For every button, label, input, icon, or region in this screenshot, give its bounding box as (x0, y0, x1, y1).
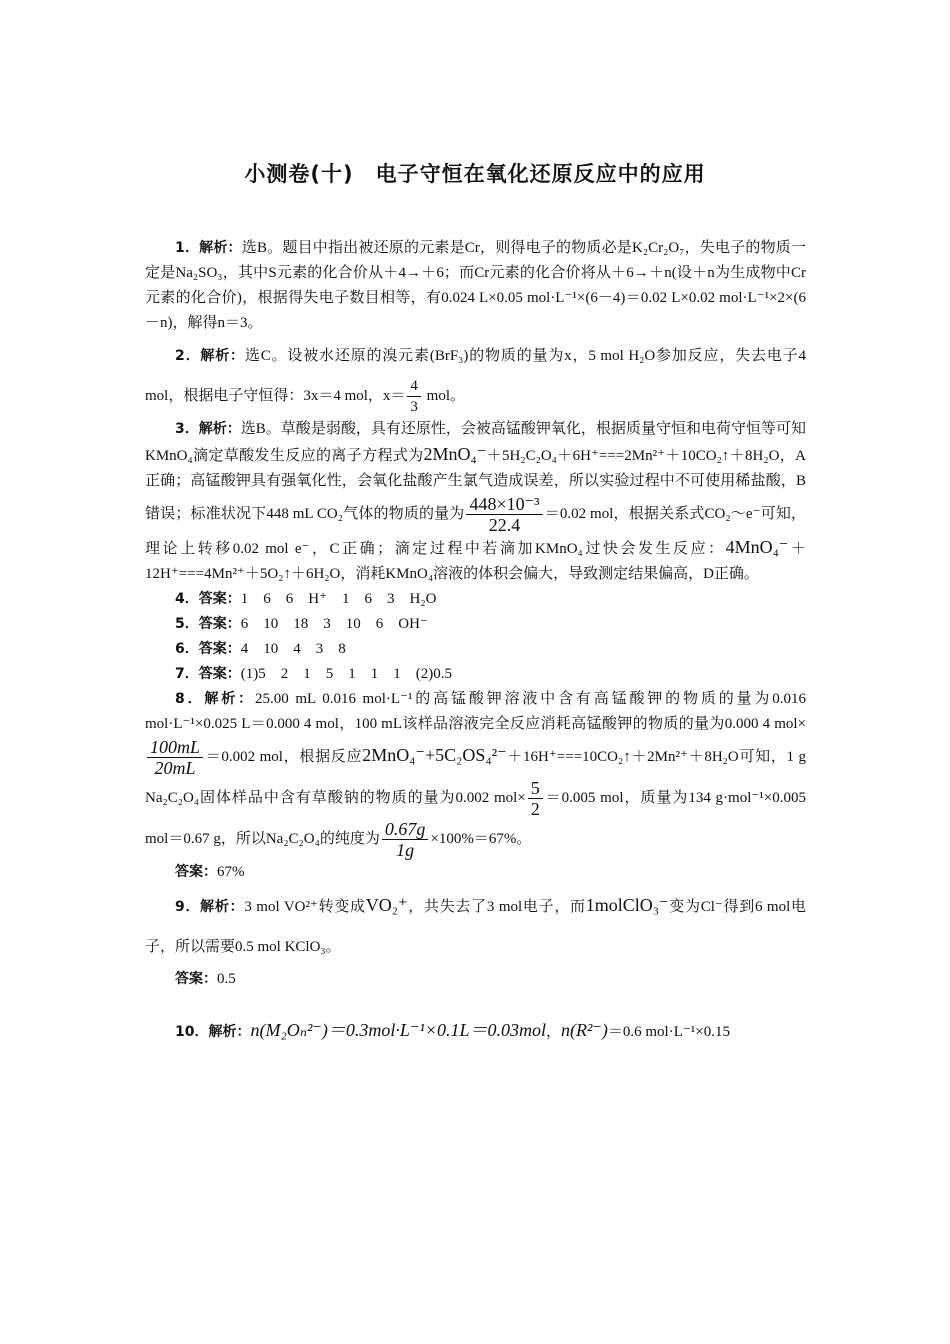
page-title: 小测卷(十) 电子守恒在氧化还原反应中的应用 (244, 162, 706, 186)
q9-ion-1: VO₂⁺ (365, 895, 408, 916)
q3-text-d: ＋12H⁺===4Mn²⁺＋5O₂↑＋6H₂O，消耗KMnO₄溶液的体积会偏大，导致测定结果偏高，D正确。 (145, 541, 806, 583)
q8-fraction-2 (528, 778, 543, 819)
q7-text: (1)5 2 1 5 1 1 1 (2)0.5 (240, 666, 452, 683)
q4-label: 4．答案： (175, 591, 241, 608)
q10-text-a: ， (545, 1024, 561, 1041)
q6-text: 4 10 4 3 8 (240, 641, 346, 658)
question-1 (145, 236, 806, 336)
q8-frac1-num: 100mL (147, 737, 203, 758)
q8-frac3-den: 1g (396, 840, 415, 861)
q3-text-b: ＋5H₂C₂O₄＋6H⁺===2Mn²⁺＋10CO₂↑＋8H₂O，A正确；高锰酸钾具有强氧化性，会氧化盐酸产生氯气造成误差，所以实验过程中不可使用稀盐酸，B错误；标准状况下448 mL CO₂气体的物质的量为 (145, 448, 806, 522)
q8-fraction-1 (147, 737, 203, 778)
q10-text-b: ＝0.6 mol·L⁻¹×0.15 (607, 1024, 731, 1041)
q9-answer (145, 967, 806, 992)
q2-frac-num: 4 (407, 376, 421, 397)
q8-ion: 2MnO₄⁻+5C₂OS₄²⁻ (362, 745, 507, 765)
q9-ion-2: 1molClO₃⁻ (585, 895, 669, 916)
q8-text-e: ×100%＝67%。 (430, 831, 532, 847)
question-7 (145, 662, 806, 687)
q6-label: 6．答案： (175, 641, 241, 658)
q8-frac3-num: 0.67g (382, 819, 429, 840)
q2-frac-den: 3 (410, 399, 418, 416)
q2-label: 2．解析： (175, 348, 245, 364)
q2-fraction (407, 376, 421, 417)
q3-frac-den: 22.4 (488, 515, 521, 536)
q10-eq-2: n(R²⁻) (561, 1020, 608, 1041)
question-9 (145, 885, 806, 967)
q9-answer-value: 0.5 (217, 971, 236, 988)
question-2 (145, 336, 806, 417)
q8-frac2-num: 5 (528, 778, 543, 799)
question-6 (145, 637, 806, 662)
question-10 (145, 1018, 806, 1045)
q1-text: 选B。题目中指出被还原的元素是Cr，则得电子的物质必是K₂Cr₂O₇，失电子的物质一定是Na₂SO₃，其中S元素的化合价从＋4→＋6；而Cr元素的化合价将从＋6→＋n(设＋n为生成物中Cr元素的化合价)，根据得失电子数目相等，有0.024 L×0.05 mol·L⁻¹×(6－4)＝0.02 L×0.02 mol·L⁻¹×2×(6－n)，解得n＝3。 (145, 240, 806, 331)
question-3 (145, 417, 806, 587)
q3-text-c: ＝0.02 mol，根据关系式CO₂～e⁻可知，理论上转移0.02 mol e⁻，C正确；滴定过程中若滴加KMnO₄过快会发生反应： (145, 506, 806, 558)
q2-text-a: 选C。设被水还原的溴元素(BrF₃)的物质的量为x，5 mol H₂O参加反应，失去电子4 mol，根据电子守恒得：3x＝4 mol，x＝ (145, 348, 806, 404)
q8-answer (145, 860, 806, 885)
q3-fraction (466, 494, 542, 535)
q2-text-b: mol。 (422, 388, 466, 404)
document-body (145, 236, 806, 1045)
q5-label: 5．答案： (175, 616, 241, 633)
q3-text-a: 选B。草酸是弱酸，具有还原性，会被高锰酸钾氧化，根据质量守恒和电荷守恒等可知KMnO₄滴定草酸发生反应的离子方程式为 (145, 421, 806, 465)
question-4 (145, 587, 806, 612)
q8-text-a: 25.00 mL 0.016 mol·L⁻¹的高锰酸钾溶液中含有高锰酸钾的物质的量为0.016 mol·L⁻¹×0.025 L＝0.000 4 mol，100 mL该样品溶液完全反应消耗高锰酸钾的物质的量为0.000 4 mol× (145, 691, 806, 733)
q8-frac1-den: 20mL (154, 758, 196, 779)
q5-text: 6 10 18 3 10 6 OH⁻ (240, 616, 428, 633)
q3-ion-2: 4MnO₄⁻ (725, 537, 789, 558)
q10-label: 10．解析： (175, 1024, 251, 1041)
q8-text-c: ＋16H⁺===10CO₂↑＋2Mn²⁺＋8H₂O可知，1 g Na₂C₂O₄固体样品中含有草酸钠的物质的量为0.002 mol× (145, 749, 806, 806)
q8-text-b: ＝0.002 mol，根据反应 (205, 749, 363, 765)
q3-ion-1: 2MnO₄⁻ (423, 444, 487, 465)
q9-label: 9．解析： (175, 899, 245, 916)
q9-text-b: ，共失去了3 mol电子，而 (407, 899, 586, 916)
question-5 (145, 612, 806, 637)
q8-text-d: ＝0.005 mol，质量为134 g·mol⁻¹×0.005 mol＝0.67 g，所以Na₂C₂O₄的纯度为 (145, 790, 807, 847)
q8-answer-label: 答案： (175, 864, 217, 881)
q8-answer-value: 67% (217, 864, 245, 881)
question-8 (145, 687, 806, 860)
q8-frac2-den: 2 (530, 799, 540, 820)
q9-answer-label: 答案： (175, 971, 217, 988)
q10-eq-1: n(M₂Oₙ²⁻)＝0.3mol·L⁻¹×0.1L＝0.03mol (250, 1020, 546, 1041)
spacer (145, 992, 806, 1018)
q9-text-a: 3 mol VO²⁺转变成 (244, 899, 366, 916)
q7-label: 7．答案： (175, 666, 241, 683)
q4-text: 1 6 6 H⁺ 1 6 3 H₂O (240, 591, 437, 608)
q9-text-c: 变为Cl⁻得到6 mol电子，所以需要0.5 mol KClO₃。 (145, 899, 806, 956)
q3-frac-num: 448×10⁻³ (466, 494, 542, 515)
q1-label: 1．解析： (175, 240, 242, 256)
q8-fraction-3 (382, 819, 429, 860)
q8-label: 8．解析： (175, 691, 255, 708)
q3-label: 3．解析： (175, 421, 241, 438)
